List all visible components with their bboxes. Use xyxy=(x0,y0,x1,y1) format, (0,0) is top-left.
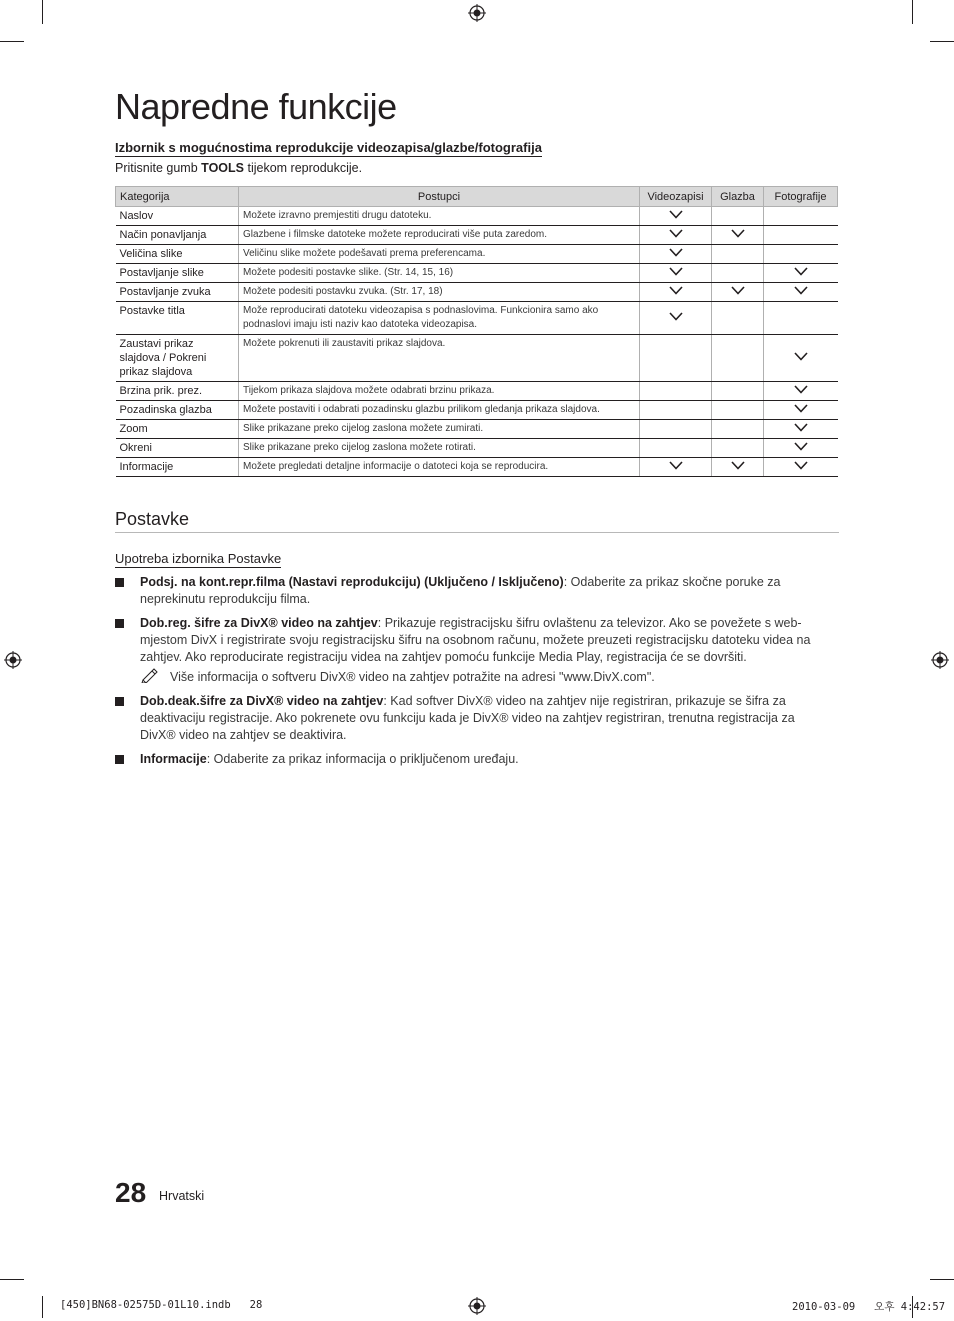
row-video-support xyxy=(640,283,712,302)
registration-mark-icon xyxy=(4,651,22,669)
row-category: Postavljanje slike xyxy=(116,264,239,283)
row-video-support xyxy=(640,458,712,477)
row-category: Postavljanje zvuka xyxy=(116,283,239,302)
row-video-support xyxy=(640,401,712,420)
row-music-support xyxy=(712,245,764,264)
row-description: Tijekom prikaza slajdova možete odabrati brzinu prikaza. xyxy=(239,382,640,401)
intro-key: TOOLS xyxy=(201,161,244,175)
row-description: Možete pregledati detaljne informacije o datoteci koja se reproducira. xyxy=(239,458,640,477)
list-item xyxy=(115,693,831,744)
bullet-text: : Kad softver DivX® video na zahtjev nije registriran, prikazuje se šifra za deaktivaciju registracije. Ako pokrenete ovu funkciju kada je DivX® video na zahtjev registriran, trenutna registracija za DivX® video na zahtjev se deaktivira. xyxy=(140,694,795,742)
row-description: Slike prikazane preko cijelog zaslona možete rotirati. xyxy=(239,439,640,458)
bullet-term: Dob.deak.šifre za DivX® video na zahtjev xyxy=(140,694,384,708)
row-music-support xyxy=(712,264,764,283)
row-photo-support xyxy=(764,264,838,283)
row-music-support xyxy=(712,401,764,420)
check-icon xyxy=(669,248,683,257)
bullet-square-icon xyxy=(115,755,124,764)
language-label: Hrvatski xyxy=(159,1189,205,1203)
check-icon xyxy=(794,442,808,451)
check-icon xyxy=(731,461,745,470)
crop-mark xyxy=(0,1279,24,1280)
row-category: Način ponavljanja xyxy=(116,226,239,245)
bullet-term: Informacije xyxy=(140,752,207,766)
table-row xyxy=(116,458,838,477)
row-photo-support xyxy=(764,335,838,382)
bullet-square-icon xyxy=(115,578,124,587)
row-video-support xyxy=(640,302,712,335)
table-row xyxy=(116,382,838,401)
crop-mark xyxy=(930,1279,954,1280)
table-row xyxy=(116,302,838,335)
registration-mark-icon xyxy=(931,651,949,669)
check-icon xyxy=(669,286,683,295)
table-row xyxy=(116,264,838,283)
check-icon xyxy=(669,210,683,219)
row-video-support xyxy=(640,335,712,382)
row-category: Veličina slike xyxy=(116,245,239,264)
list-item xyxy=(115,751,831,768)
table-row xyxy=(116,207,838,226)
list-item xyxy=(115,615,831,686)
table-row xyxy=(116,335,838,382)
header-kategorija: Kategorija xyxy=(116,187,239,207)
check-icon xyxy=(669,312,683,321)
row-photo-support xyxy=(764,226,838,245)
page-number: 28 xyxy=(115,1177,147,1208)
row-photo-support xyxy=(764,401,838,420)
row-description: Možete izravno premjestiti drugu datoteku. xyxy=(239,207,640,226)
row-description: Možete podesiti postavku zvuka. (Str. 17, 18) xyxy=(239,283,640,302)
row-description: Može reproducirati datoteku videozapisa s podnaslovima. Funkcionira samo ako podnaslovi imaju isti naziv kao datoteka videozapisa. xyxy=(239,302,640,335)
crop-mark xyxy=(930,41,954,42)
bullet-text: : Prikazuje registracijsku šifru ovlaštenu za televizor. Ako se povežete s web-mjestom DivX i registrirate svoju registracijsku šifru na osobnom računu, možete preuzeti registracijsku datoteku videa na zahtjev. Ako reproducirate registraciju videa na zahtjev pomoću funkcije Media Play, registracija će se dovršiti. xyxy=(140,616,811,664)
row-video-support xyxy=(640,264,712,283)
note xyxy=(140,669,831,686)
header-videozapisi: Videozapisi xyxy=(640,187,712,207)
options-table xyxy=(115,186,838,477)
table-row xyxy=(116,226,838,245)
intro-text xyxy=(115,161,362,175)
bullet-square-icon xyxy=(115,619,124,628)
row-photo-support xyxy=(764,302,838,335)
row-category: Naslov xyxy=(116,207,239,226)
row-music-support xyxy=(712,420,764,439)
bullet-text: : Odaberite za prikaz informacija o priključenom uređaju. xyxy=(206,752,519,766)
row-photo-support xyxy=(764,207,838,226)
row-video-support xyxy=(640,207,712,226)
settings-list xyxy=(115,574,831,775)
list-item xyxy=(115,574,831,608)
table-subheading: Izbornik s mogućnostima reprodukcije videozapisa/glazbe/fotografija xyxy=(115,140,542,155)
row-music-support xyxy=(712,335,764,382)
check-icon xyxy=(669,461,683,470)
row-photo-support xyxy=(764,382,838,401)
intro-after: tijekom reprodukcije. xyxy=(244,161,363,175)
row-music-support xyxy=(712,283,764,302)
row-description: Veličinu slike možete podešavati prema preferencama. xyxy=(239,245,640,264)
row-photo-support xyxy=(764,439,838,458)
row-category: Okreni xyxy=(116,439,239,458)
row-video-support xyxy=(640,439,712,458)
check-icon xyxy=(669,229,683,238)
row-video-support xyxy=(640,382,712,401)
check-icon xyxy=(794,385,808,394)
check-icon xyxy=(731,286,745,295)
bullet-text: : Odaberite za prikaz skočne poruke za neprekinutu reprodukciju filma. xyxy=(140,575,781,606)
footer-file-info: [450]BN68-02575D-01L10.indb 28 xyxy=(60,1299,263,1311)
check-icon xyxy=(794,461,808,470)
table-row xyxy=(116,420,838,439)
note-pencil-icon xyxy=(140,667,160,683)
table-row xyxy=(116,439,838,458)
row-photo-support xyxy=(764,458,838,477)
table-row xyxy=(116,401,838,420)
row-music-support xyxy=(712,458,764,477)
section-title: Postavke xyxy=(115,509,190,529)
registration-mark-icon xyxy=(468,1297,486,1315)
row-video-support xyxy=(640,226,712,245)
bullet-square-icon xyxy=(115,697,124,706)
row-category: Informacije xyxy=(116,458,239,477)
registration-mark-icon xyxy=(468,4,486,22)
crop-mark xyxy=(42,0,43,24)
row-category: Zoom xyxy=(116,420,239,439)
row-video-support xyxy=(640,245,712,264)
crop-mark xyxy=(912,0,913,24)
footer-timestamp: 2010-03-09 오후 4:42:57 xyxy=(792,1301,946,1313)
note-text: Više informacija o softveru DivX® video na zahtjev potražite na adresi "www.DivX.com". xyxy=(170,670,655,684)
row-music-support xyxy=(712,226,764,245)
check-icon xyxy=(669,267,683,276)
bullet-term: Podsj. na kont.repr.filma (Nastavi reprodukciju) (Uključeno / Isključeno) xyxy=(140,575,564,589)
intro-before: Pritisnite gumb xyxy=(115,161,202,175)
header-glazba: Glazba xyxy=(712,187,764,207)
row-music-support xyxy=(712,302,764,335)
row-category: Brzina prik. prez. xyxy=(116,382,239,401)
row-category: Zaustavi prikaz slajdova / Pokreni prikaz slajdova xyxy=(116,335,239,382)
row-photo-support xyxy=(764,245,838,264)
row-description: Slike prikazane preko cijelog zaslona možete zumirati. xyxy=(239,420,640,439)
row-photo-support xyxy=(764,420,838,439)
row-music-support xyxy=(712,207,764,226)
table-header-row xyxy=(116,187,838,207)
row-description: Glazbene i filmske datoteke možete reproducirati više puta zaredom. xyxy=(239,226,640,245)
row-video-support xyxy=(640,420,712,439)
header-fotografije: Fotografije xyxy=(764,187,838,207)
section-divider xyxy=(115,532,839,533)
table-row xyxy=(116,283,838,302)
row-category: Pozadinska glazba xyxy=(116,401,239,420)
header-postupci: Postupci xyxy=(239,187,640,207)
row-music-support xyxy=(712,382,764,401)
row-photo-support xyxy=(764,283,838,302)
check-icon xyxy=(794,352,808,361)
check-icon xyxy=(794,404,808,413)
row-description: Možete podesiti postavke slike. (Str. 14, 15, 16) xyxy=(239,264,640,283)
check-icon xyxy=(794,423,808,432)
bullet-term: Dob.reg. šifre za DivX® video na zahtjev xyxy=(140,616,378,630)
row-description: Možete pokrenuti ili zaustaviti prikaz slajdova. xyxy=(239,335,640,382)
page-title: Napredne funkcije xyxy=(115,86,397,127)
table-body xyxy=(116,207,838,477)
row-description: Možete postaviti i odabrati pozadinsku glazbu prilikom gledanja prikaza slajdova. xyxy=(239,401,640,420)
footer-divider xyxy=(42,1296,43,1318)
check-icon xyxy=(794,286,808,295)
row-music-support xyxy=(712,439,764,458)
section-subheading: Upotreba izbornika Postavke xyxy=(115,551,282,566)
check-icon xyxy=(731,229,745,238)
check-icon xyxy=(794,267,808,276)
table-row xyxy=(116,245,838,264)
row-category: Postavke titla xyxy=(116,302,239,335)
crop-mark xyxy=(0,41,24,42)
